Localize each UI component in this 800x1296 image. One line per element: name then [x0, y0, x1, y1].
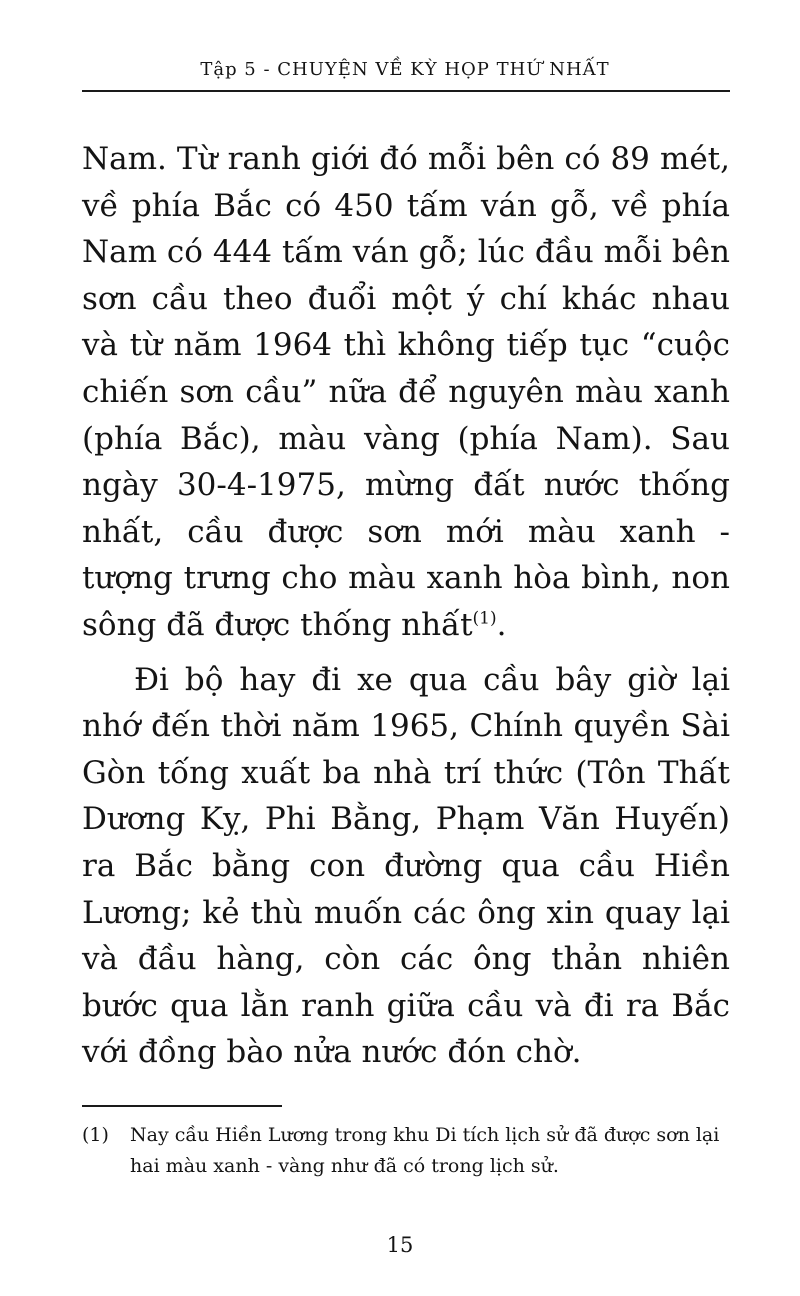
header-rule — [82, 90, 730, 92]
paragraph-2: Đi bộ hay đi xe qua cầu bây giờ lại nhớ đến thời năm 1965, Chính quyền Sài Gòn tống xuất ba nhà trí thức (Tôn Thất Dương Kỵ, Phi Bằng, Phạm Văn Huyến) ra Bắc bằng con đường qua cầu Hiền Lương; kẻ thù muốn các ông xin quay lại và đầu hàng, còn các ông thản nhiên bước qua lằn ranh giữa cầu và đi ra Bắc với đồng bào nửa nước đón chờ. — [82, 661, 730, 1071]
paragraph-1 — [82, 136, 730, 649]
paragraph-1-text: Nam. Từ ranh giới đó mỗi bên có 89 mét, về phía Bắc có 450 tấm ván gỗ, về phía Nam có 444 tấm ván gỗ; lúc đầu mỗi bên sơn cầu theo đuổi một ý chí khác nhau và từ năm 1964 thì không tiếp tục “cuộc chiến sơn cầu” nữa để nguyên màu xanh (phía Bắc), màu vàng (phía Nam). Sau ngày 30-4-1975, mừng đất nước thống nhất, cầu được sơn mới màu xanh - tượng trưng cho màu xanh hòa bình, non sông đã được thống nhất — [82, 141, 730, 643]
page-number: 15 — [386, 1233, 414, 1257]
footnote-marker: (1) — [472, 608, 497, 629]
footnote — [82, 1120, 732, 1182]
paragraph-1-end: . — [496, 606, 507, 643]
running-header: Tập 5 - CHUYỆN VỀ KỲ HỌP THỨ NHẤT — [200, 59, 610, 80]
footnote-rule — [82, 1105, 282, 1107]
footnote-number: (1) — [82, 1124, 109, 1146]
footnote-text: Nay cầu Hiền Lương trong khu Di tích lịch sử đã được sơn lại hai màu xanh - vàng như đã có trong lịch sử. — [130, 1124, 720, 1177]
body-text — [82, 136, 730, 1076]
